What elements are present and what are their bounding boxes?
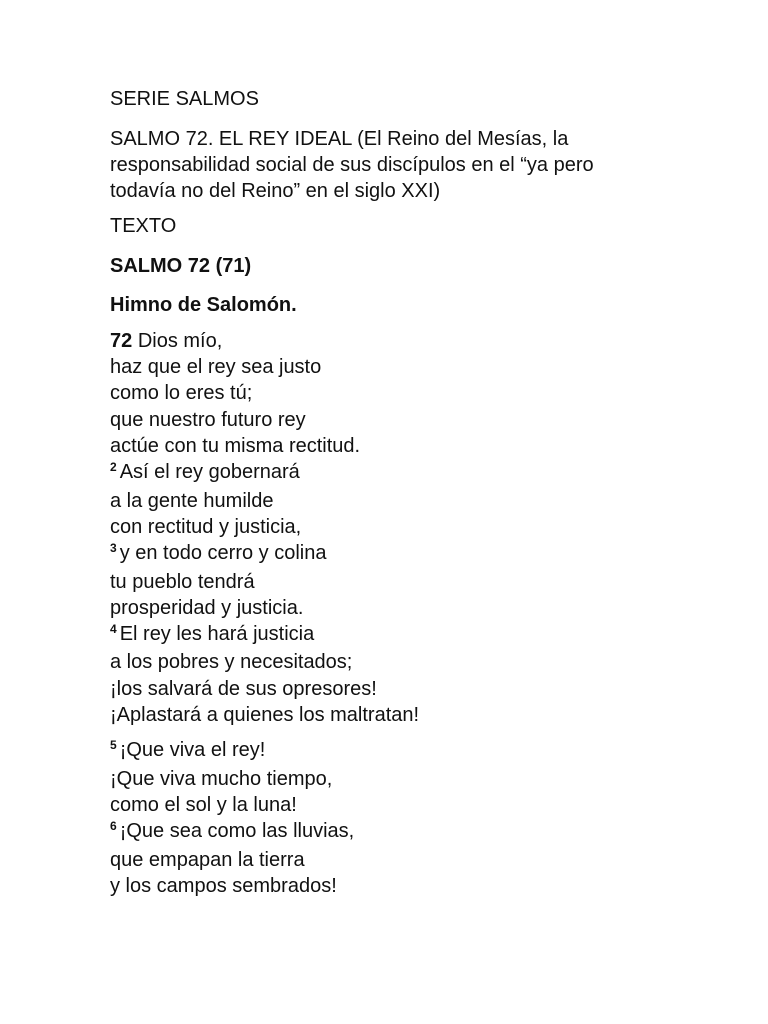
stanza-1 (110, 328, 670, 728)
verse-text: Así el rey gobernará (119, 461, 300, 484)
verse-text: y en todo cerro y colina (119, 542, 327, 565)
verse-line: con rectitud y justicia, (110, 515, 302, 538)
verse-text: ¡Que viva el rey! (119, 739, 266, 762)
verse-number: 5 (110, 738, 117, 753)
psalm-heading (110, 126, 670, 205)
verse-text: Dios mío, (137, 329, 223, 352)
verse-number: 3 (110, 541, 117, 556)
verse-line: tu pueblo tendrá (110, 570, 255, 593)
verse-number: 4 (110, 622, 117, 637)
heading-line: responsabilidad social de sus discípulos en el “ya pero (110, 153, 594, 176)
verse-line: que empapan la tierra (110, 848, 305, 871)
verse-line: como lo eres tú; (110, 382, 253, 405)
verse-3-line (110, 540, 670, 568)
verse-line: y los campos sembrados! (110, 874, 337, 897)
verse-line: prosperidad y justicia. (110, 596, 304, 619)
heading-line: todavía no del Reino” en el siglo XXI) (110, 180, 441, 203)
verse-line: haz que el rey sea justo (110, 356, 322, 379)
verse-line: actúe con tu misma rectitud. (110, 435, 361, 458)
verse-line: que nuestro futuro rey (110, 408, 306, 431)
verse-line: ¡Aplastará a quienes los maltratan! (110, 704, 420, 727)
verse-1-line (110, 328, 670, 354)
stanza-2 (110, 737, 670, 899)
verse-text: El rey les hará justicia (119, 623, 315, 646)
chapter-number: 72 (110, 329, 133, 352)
heading-line: SALMO 72. EL REY IDEAL (El Reino del Mesías, la (110, 127, 569, 150)
verse-number: 2 (110, 460, 117, 475)
verse-2-line (110, 459, 670, 487)
verse-line: ¡Que viva mucho tiempo, (110, 767, 333, 790)
series-title: SERIE SALMOS (110, 88, 259, 110)
verse-6-line (110, 818, 670, 846)
verse-line: como el sol y la luna! (110, 793, 297, 816)
document-page (110, 86, 670, 899)
verse-line: a la gente humilde (110, 489, 274, 512)
psalm-title: SALMO 72 (71) (110, 254, 252, 277)
verse-text: ¡Que sea como las lluvias, (119, 820, 355, 843)
verse-number: 6 (110, 819, 117, 834)
psalm-subtitle: Himno de Salomón. (110, 294, 297, 317)
verse-line: a los pobres y necesitados; (110, 651, 353, 674)
verse-4-line (110, 621, 670, 649)
section-label: TEXTO (110, 215, 177, 238)
verse-5-line (110, 737, 670, 765)
verse-line: ¡los salvará de sus opresores! (110, 677, 377, 700)
